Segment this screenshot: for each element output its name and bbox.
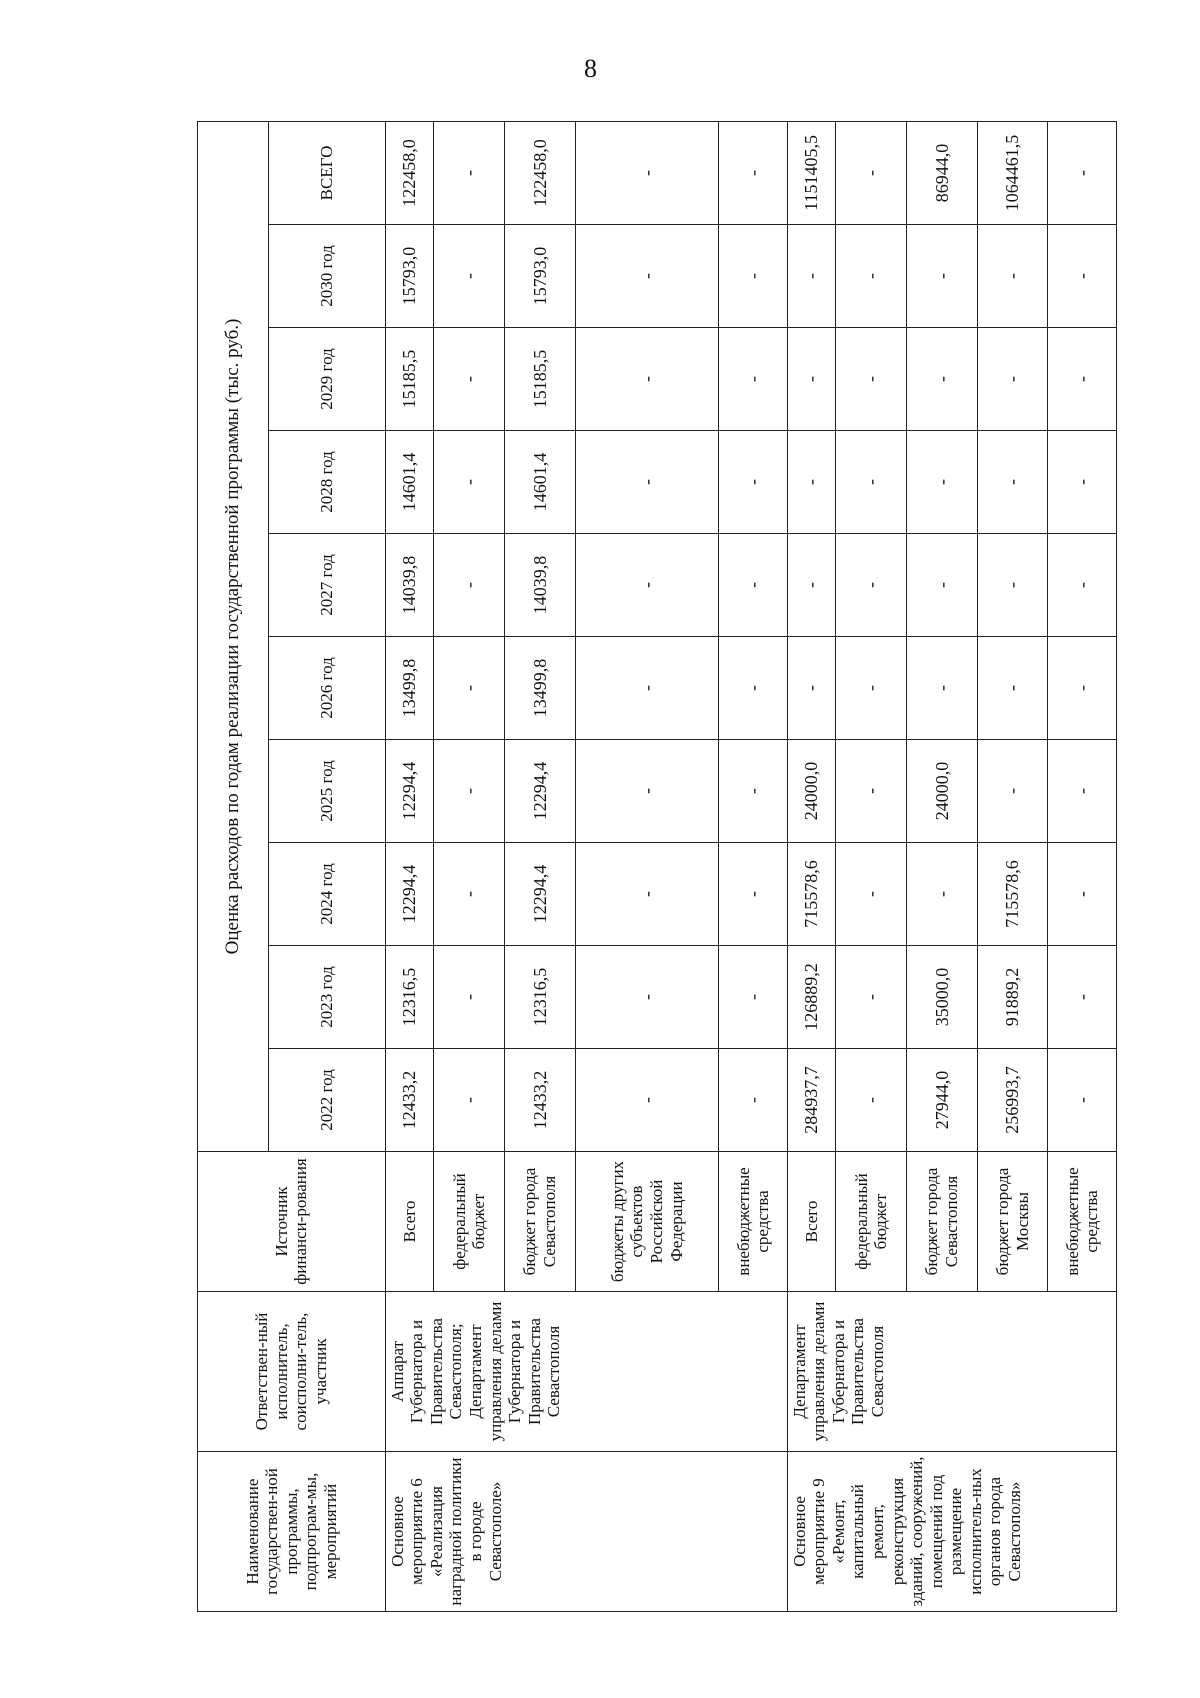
year-value-cell: -: [1048, 946, 1117, 1049]
year-value-cell: 24000,0: [787, 740, 836, 843]
year-value-cell: -: [1048, 637, 1117, 740]
funding-source: бюджет города Москвы: [977, 1152, 1048, 1292]
year-value-cell: -: [836, 534, 907, 637]
year-value-cell: 14039,8: [385, 534, 434, 637]
year-value-cell: -: [434, 1049, 505, 1152]
responsible-executor: Аппарат Губернатора и Правительства Севастополя; Департамент управления делами Губернатора и Правительства Севастополя: [385, 1292, 787, 1452]
year-value-cell: -: [977, 637, 1048, 740]
header-source-col: Источник финанси-рования: [198, 1152, 386, 1292]
year-value-cell: 15793,0: [385, 225, 434, 328]
year-value-cell: 35000,0: [907, 946, 978, 1049]
year-value-cell: -: [907, 534, 978, 637]
year-value-cell: -: [907, 225, 978, 328]
year-value-cell: -: [575, 431, 719, 534]
year-value-cell: -: [575, 946, 719, 1049]
year-value-cell: -: [434, 946, 505, 1049]
year-value-cell: -: [787, 637, 836, 740]
year-value-cell: -: [836, 225, 907, 328]
page-number: 8: [584, 54, 597, 83]
funding-source: бюджет города Севастополя: [505, 1152, 576, 1292]
expenses-table: [197, 121, 1117, 1612]
year-value-cell: 12316,5: [385, 946, 434, 1049]
year-value-cell: -: [434, 328, 505, 431]
year-value-cell: -: [977, 431, 1048, 534]
year-value-cell: -: [434, 225, 505, 328]
year-value-cell: 715578,6: [977, 843, 1048, 946]
year-value-cell: -: [719, 843, 787, 946]
year-value-cell: -: [977, 534, 1048, 637]
year-value-cell: -: [1048, 843, 1117, 946]
year-value-cell: -: [1048, 225, 1117, 328]
year-value-cell: -: [575, 1049, 719, 1152]
table-body: [385, 121, 1116, 1611]
year-value-cell: -: [836, 843, 907, 946]
activity-name: Основное мероприятие 6 «Реализация наградной политики в городе Севастополе»: [385, 1452, 787, 1612]
year-value-cell: -: [719, 225, 787, 328]
year-value-cell: -: [787, 431, 836, 534]
total-value-cell: -: [575, 121, 719, 224]
year-value-cell: -: [719, 946, 787, 1049]
year-value-cell: 12433,2: [385, 1049, 434, 1152]
total-value-cell: 1151405,5: [787, 121, 836, 224]
year-value-cell: 24000,0: [907, 740, 978, 843]
year-value-cell: 14601,4: [385, 431, 434, 534]
year-value-cell: 12294,4: [505, 843, 576, 946]
header-year: 2025 год: [268, 740, 385, 843]
year-value-cell: -: [977, 225, 1048, 328]
year-value-cell: -: [836, 431, 907, 534]
table-row: [787, 121, 836, 1611]
year-value-cell: -: [434, 740, 505, 843]
year-value-cell: 12294,4: [505, 740, 576, 843]
year-value-cell: -: [1048, 1049, 1117, 1152]
activity-name: Основное мероприятие 9 «Ремонт, капитальный ремонт, реконструкция зданий, сооружений, помещений под размещение исполнитель-ных органов города Севастополя»: [787, 1452, 1116, 1612]
year-value-cell: -: [836, 637, 907, 740]
year-value-cell: -: [434, 637, 505, 740]
year-value-cell: 15185,5: [505, 328, 576, 431]
year-value-cell: 15185,5: [385, 328, 434, 431]
total-value-cell: 122458,0: [505, 121, 576, 224]
header-responsible-col: Ответствен-ный исполнитель, соисполни-тель, участник: [198, 1292, 386, 1452]
total-value-cell: -: [719, 121, 787, 224]
year-value-cell: -: [977, 740, 1048, 843]
year-value-cell: -: [907, 637, 978, 740]
funding-source: Всего: [787, 1152, 836, 1292]
total-value-cell: -: [434, 121, 505, 224]
responsible-executor: Департамент управления делами Губернатора и Правительства Севастополя: [787, 1292, 1116, 1452]
year-value-cell: -: [719, 637, 787, 740]
year-value-cell: -: [1048, 534, 1117, 637]
header-year: 2030 год: [268, 225, 385, 328]
year-value-cell: -: [836, 946, 907, 1049]
year-value-cell: 284937,7: [787, 1049, 836, 1152]
table-row: [385, 121, 434, 1611]
header-name-col: Наименование государствен-ной программы, подпрограм-мы, мероприятий: [198, 1452, 386, 1612]
header-year: 2029 год: [268, 328, 385, 431]
year-value-cell: -: [787, 534, 836, 637]
header-year: 2027 год: [268, 534, 385, 637]
year-value-cell: 12433,2: [505, 1049, 576, 1152]
year-value-cell: 13499,8: [505, 637, 576, 740]
year-value-cell: -: [719, 1049, 787, 1152]
year-value-cell: -: [836, 328, 907, 431]
year-value-cell: 15793,0: [505, 225, 576, 328]
year-value-cell: -: [787, 328, 836, 431]
funding-source: внебюджетные средства: [1048, 1152, 1117, 1292]
year-value-cell: -: [575, 637, 719, 740]
year-value-cell: 14039,8: [505, 534, 576, 637]
year-value-cell: -: [907, 328, 978, 431]
rotated-page-content: [197, 122, 1117, 1612]
funding-source: бюджеты других субъектов Российской Федерации: [575, 1152, 719, 1292]
year-value-cell: -: [575, 534, 719, 637]
total-value-cell: 122458,0: [385, 121, 434, 224]
year-value-cell: 91889,2: [977, 946, 1048, 1049]
year-value-cell: -: [836, 1049, 907, 1152]
header-year: 2026 год: [268, 637, 385, 740]
year-value-cell: 12316,5: [505, 946, 576, 1049]
header-year: 2028 год: [268, 431, 385, 534]
year-value-cell: 12294,4: [385, 843, 434, 946]
year-value-cell: 13499,8: [385, 637, 434, 740]
funding-source: бюджет города Севастополя: [907, 1152, 978, 1292]
year-value-cell: -: [434, 534, 505, 637]
funding-source: внебюджетные средства: [719, 1152, 787, 1292]
year-value-cell: -: [977, 328, 1048, 431]
year-value-cell: 126889,2: [787, 946, 836, 1049]
header-year: 2024 год: [268, 843, 385, 946]
year-value-cell: -: [434, 431, 505, 534]
total-value-cell: -: [836, 121, 907, 224]
header-total: ВСЕГО: [268, 121, 385, 224]
year-value-cell: -: [719, 534, 787, 637]
year-value-cell: -: [719, 431, 787, 534]
year-value-cell: -: [434, 843, 505, 946]
funding-source: федеральный бюджет: [434, 1152, 505, 1292]
year-value-cell: -: [836, 740, 907, 843]
total-value-cell: 86944,0: [907, 121, 978, 224]
total-value-cell: 1064461,5: [977, 121, 1048, 224]
year-value-cell: -: [907, 843, 978, 946]
year-value-cell: -: [1048, 328, 1117, 431]
funding-source: федеральный бюджет: [836, 1152, 907, 1292]
total-value-cell: -: [1048, 121, 1117, 224]
year-value-cell: 14601,4: [505, 431, 576, 534]
year-value-cell: 12294,4: [385, 740, 434, 843]
year-value-cell: -: [1048, 431, 1117, 534]
year-value-cell: 27944,0: [907, 1049, 978, 1152]
year-value-cell: -: [719, 740, 787, 843]
year-value-cell: 715578,6: [787, 843, 836, 946]
year-value-cell: -: [719, 328, 787, 431]
year-value-cell: -: [575, 740, 719, 843]
year-value-cell: -: [907, 431, 978, 534]
year-value-cell: -: [787, 225, 836, 328]
year-value-cell: -: [575, 843, 719, 946]
header-year: 2022 год: [268, 1049, 385, 1152]
funding-source: Всего: [385, 1152, 434, 1292]
year-value-cell: -: [575, 328, 719, 431]
header-year: 2023 год: [268, 946, 385, 1049]
year-value-cell: -: [1048, 740, 1117, 843]
header-expenses-group: Оценка расходов по годам реализации государственной программы (тыс. руб.): [198, 121, 269, 1151]
year-value-cell: 256993,7: [977, 1049, 1048, 1152]
year-value-cell: -: [575, 225, 719, 328]
